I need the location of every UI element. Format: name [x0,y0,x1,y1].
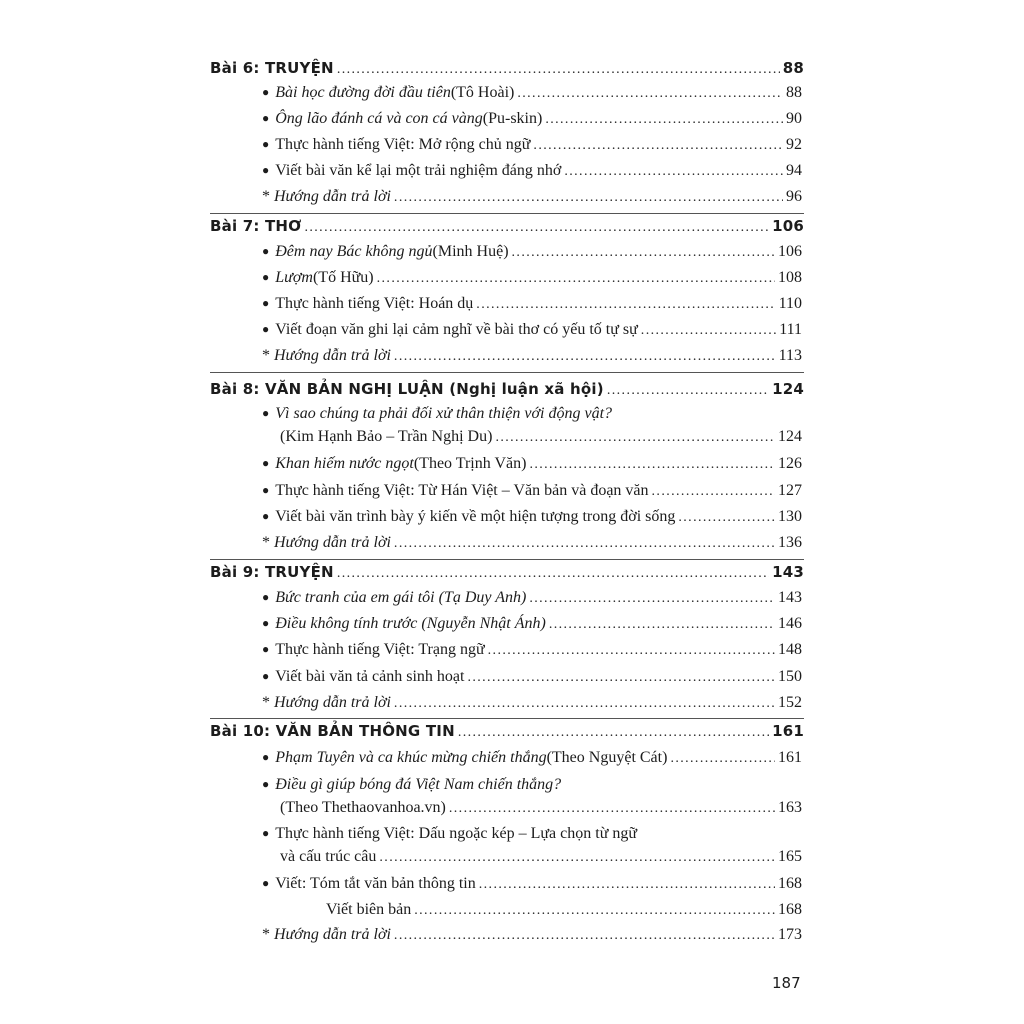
toc-entry: ● Thực hành tiếng Việt: Dấu ngoặc kép – Lựa chọn từ ngữ [262,825,638,842]
toc-entry: ● Thực hành tiếng Việt: Mở rộng chủ ngữ ..... 92 [262,136,802,154]
toc-entry-continuation: (Kim Hạnh Bảo – Trần Nghị Du) ..... 124 [280,428,802,446]
toc-subentry: Viết biên bản ..... 168 [326,901,802,919]
toc-entry: ● Điều gì giúp bóng đá Việt Nam chiến thắng? [262,776,562,793]
toc-entry: ● Bức tranh của em gái tôi (Tạ Duy Anh) ..... 143 [262,589,802,607]
toc-entry: ● Ông lão đánh cá và con cá vàng (Pu-skin) ..... 90 [262,110,802,128]
unit-heading: Bài 9: TRUYỆN ..... 143 [210,563,804,582]
divider [210,718,804,719]
toc-entry: ● Lượm (Tố Hữu) ..... 108 [262,269,802,287]
answer-guide: * Hướng dẫn trả lời ..... 113 [262,347,802,365]
unit-heading: Bài 10: VĂN BẢN THÔNG TIN ..... 161 [210,722,804,741]
unit-heading: Bài 7: THƠ ..... 106 [210,217,804,236]
answer-guide: * Hướng dẫn trả lời ..... 152 [262,694,802,712]
divider [210,213,804,214]
toc-entry: ● Phạm Tuyên và ca khúc mừng chiến thắng (Theo Nguyệt Cát) ..... 161 [262,749,802,767]
toc-entry: ● Đêm nay Bác không ngủ (Minh Huệ) ..... 106 [262,243,802,261]
unit-heading: Bài 6: TRUYỆN ..... 88 [210,59,804,78]
toc-entry: ● Viết bài văn trình bày ý kiến về một hiện tượng trong đời sống ..... 130 [262,508,802,526]
toc-entry-continuation: và cấu trúc câu ..... 165 [280,848,802,866]
toc-entry: ● Khan hiếm nước ngọt (Theo Trịnh Văn) ..... 126 [262,455,802,473]
answer-guide: * Hướng dẫn trả lời ..... 96 [262,188,802,206]
answer-guide: * Hướng dẫn trả lời ..... 173 [262,926,802,944]
toc-entry-continuation: (Theo Thethaovanhoa.vn) ..... 163 [280,799,802,817]
toc-entry: ● Bài học đường đời đầu tiên (Tô Hoài) ..... 88 [262,84,802,102]
toc-entry: ● Thực hành tiếng Việt: Trạng ngữ ..... 148 [262,641,802,659]
toc-entry: ● Thực hành tiếng Việt: Từ Hán Việt – Văn bản và đoạn văn ..... 127 [262,482,802,500]
divider [210,559,804,560]
toc-entry: ● Viết đoạn văn ghi lại cảm nghĩ về bài thơ có yếu tố tự sự ..... 111 [262,321,802,339]
toc-entry: ● Điều không tính trước (Nguyễn Nhật Ánh) ..... 146 [262,615,802,633]
page-number: 187 [772,974,801,992]
toc-entry: ● Vì sao chúng ta phải đối xử thân thiện với động vật? [262,405,613,422]
divider [210,372,804,373]
toc-entry: ● Viết bài văn tả cảnh sinh hoạt ..... 150 [262,668,802,686]
answer-guide: * Hướng dẫn trả lời ..... 136 [262,534,802,552]
unit-heading: Bài 8: VĂN BẢN NGHỊ LUẬN (Nghị luận xã hội) ..... 124 [210,380,804,399]
toc-entry: ● Viết: Tóm tắt văn bản thông tin ..... 168 [262,875,802,893]
toc-entry: ● Viết bài văn kể lại một trải nghiệm đáng nhớ ..... 94 [262,162,802,180]
toc-entry: ● Thực hành tiếng Việt: Hoán dụ ..... 110 [262,295,802,313]
